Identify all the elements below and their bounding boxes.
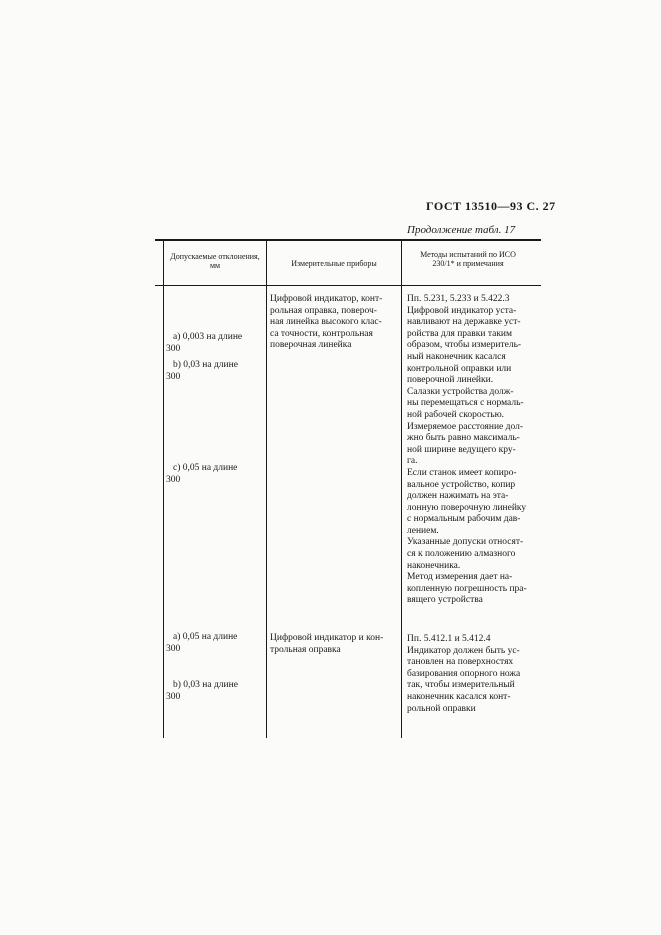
- methods-line: ны перемещаться с нормаль-: [407, 398, 524, 409]
- methods-cell: [407, 634, 520, 715]
- column-header-tolerances: [168, 252, 262, 270]
- methods-line: Цифровой индикатор уста-: [407, 305, 517, 316]
- column-header-tolerances-text: Допускаемые отклонения, мм: [170, 252, 260, 271]
- methods-line: ной ширине ведущего кру-: [407, 444, 516, 455]
- tolerance-length: 300: [166, 643, 181, 654]
- methods-line: базирования опорного ножа: [407, 668, 521, 679]
- tolerance-item: [166, 332, 242, 355]
- methods-line: контрольной оправки или: [407, 363, 512, 374]
- instruments-line: рольная оправка, повероч-: [270, 305, 377, 316]
- instruments-cell: [270, 294, 382, 352]
- column-divider-left: [163, 240, 164, 738]
- table-header-bottom-rule: [155, 285, 541, 286]
- methods-line: Пп. 5.231, 5.233 и 5.422.3: [407, 294, 510, 304]
- instruments-line: Цифровой индикатор и кон-: [270, 633, 384, 643]
- methods-line: лонную поверочную линейку: [407, 502, 527, 513]
- table-continuation-caption: Продолжение табл. 17: [407, 224, 516, 236]
- methods-line: ной рабочей скоростью.: [407, 409, 505, 420]
- tolerance-item: [166, 463, 237, 486]
- methods-line: с нормальным рабочим дав-: [407, 514, 521, 525]
- methods-line: так, чтобы измерительный: [407, 680, 515, 691]
- tolerance-item: [166, 680, 238, 703]
- methods-line: навливают на державке уст-: [407, 317, 521, 328]
- instruments-line: са точности, контрольная: [270, 328, 373, 339]
- tolerance-value: b) 0,03 на длине: [173, 360, 238, 370]
- column-header-instruments-text: Измерительные приборы: [291, 259, 377, 268]
- tolerance-value: a) 0,003 на длине: [173, 332, 243, 342]
- methods-line: Метод измерения дает на-: [407, 572, 513, 583]
- column-divider-right: [401, 240, 402, 738]
- column-divider-middle: [266, 240, 267, 738]
- methods-line: Если станок имеет копиро-: [407, 467, 517, 478]
- methods-line: Индикатор должен быть ус-: [407, 645, 520, 656]
- tolerance-item: [166, 632, 237, 655]
- column-header-methods: [412, 250, 524, 268]
- instruments-line: трольная оправка: [270, 644, 341, 655]
- tolerance-length: 300: [166, 343, 181, 354]
- tolerance-item: [166, 360, 238, 383]
- tolerance-length: 300: [166, 691, 181, 702]
- methods-line: лением.: [407, 525, 439, 536]
- instruments-line: поверочная линейка: [270, 340, 352, 351]
- methods-line: ройства для правки таким: [407, 328, 513, 339]
- methods-cell: [407, 294, 527, 607]
- instruments-line: ная линейка высокого клас-: [270, 317, 382, 328]
- methods-line: вящего устройства: [407, 595, 483, 606]
- methods-line: тановлен на поверхностях: [407, 657, 514, 668]
- methods-line: Измеряемое расстояние дол-: [407, 421, 523, 432]
- methods-line: копленную погрешность пра-: [407, 583, 527, 594]
- methods-line: га.: [407, 456, 418, 467]
- methods-line: наконечника.: [407, 560, 461, 571]
- tolerance-value: a) 0,05 на длине: [173, 632, 238, 642]
- column-header-instruments: [270, 259, 398, 268]
- methods-line: вальное устройство, копир: [407, 479, 516, 490]
- column-header-methods-text: Методы испытаний по ИСО 230/1* и примечания: [420, 250, 516, 269]
- methods-line: жно быть равно максималь-: [407, 433, 520, 444]
- methods-line: должен нажимать на эта-: [407, 491, 509, 502]
- tolerance-length: 300: [166, 371, 181, 382]
- tolerance-length: 300: [166, 474, 181, 485]
- methods-line: образом, чтобы измеритель-: [407, 340, 522, 351]
- methods-line: наконечник касался конт-: [407, 691, 511, 702]
- methods-line: Пп. 5.412.1 и 5.412.4: [407, 634, 491, 644]
- instruments-cell: [270, 633, 383, 656]
- methods-line: ся к положению алмазного: [407, 549, 516, 560]
- methods-line: рольной оправки: [407, 703, 476, 714]
- methods-line: Указанные допуски относят-: [407, 537, 524, 548]
- table-top-rule: [155, 239, 541, 241]
- tolerance-value: b) 0,03 на длине: [173, 680, 238, 690]
- tolerance-value: c) 0,05 на длине: [173, 463, 238, 473]
- methods-line: поверочной линейки.: [407, 375, 494, 386]
- methods-line: Салазки устройства долж-: [407, 386, 514, 397]
- methods-line: ный наконечник касался: [407, 351, 506, 362]
- page-reference: ГОСТ 13510—93 С. 27: [426, 199, 556, 213]
- instruments-line: Цифровой индикатор, конт-: [270, 294, 383, 304]
